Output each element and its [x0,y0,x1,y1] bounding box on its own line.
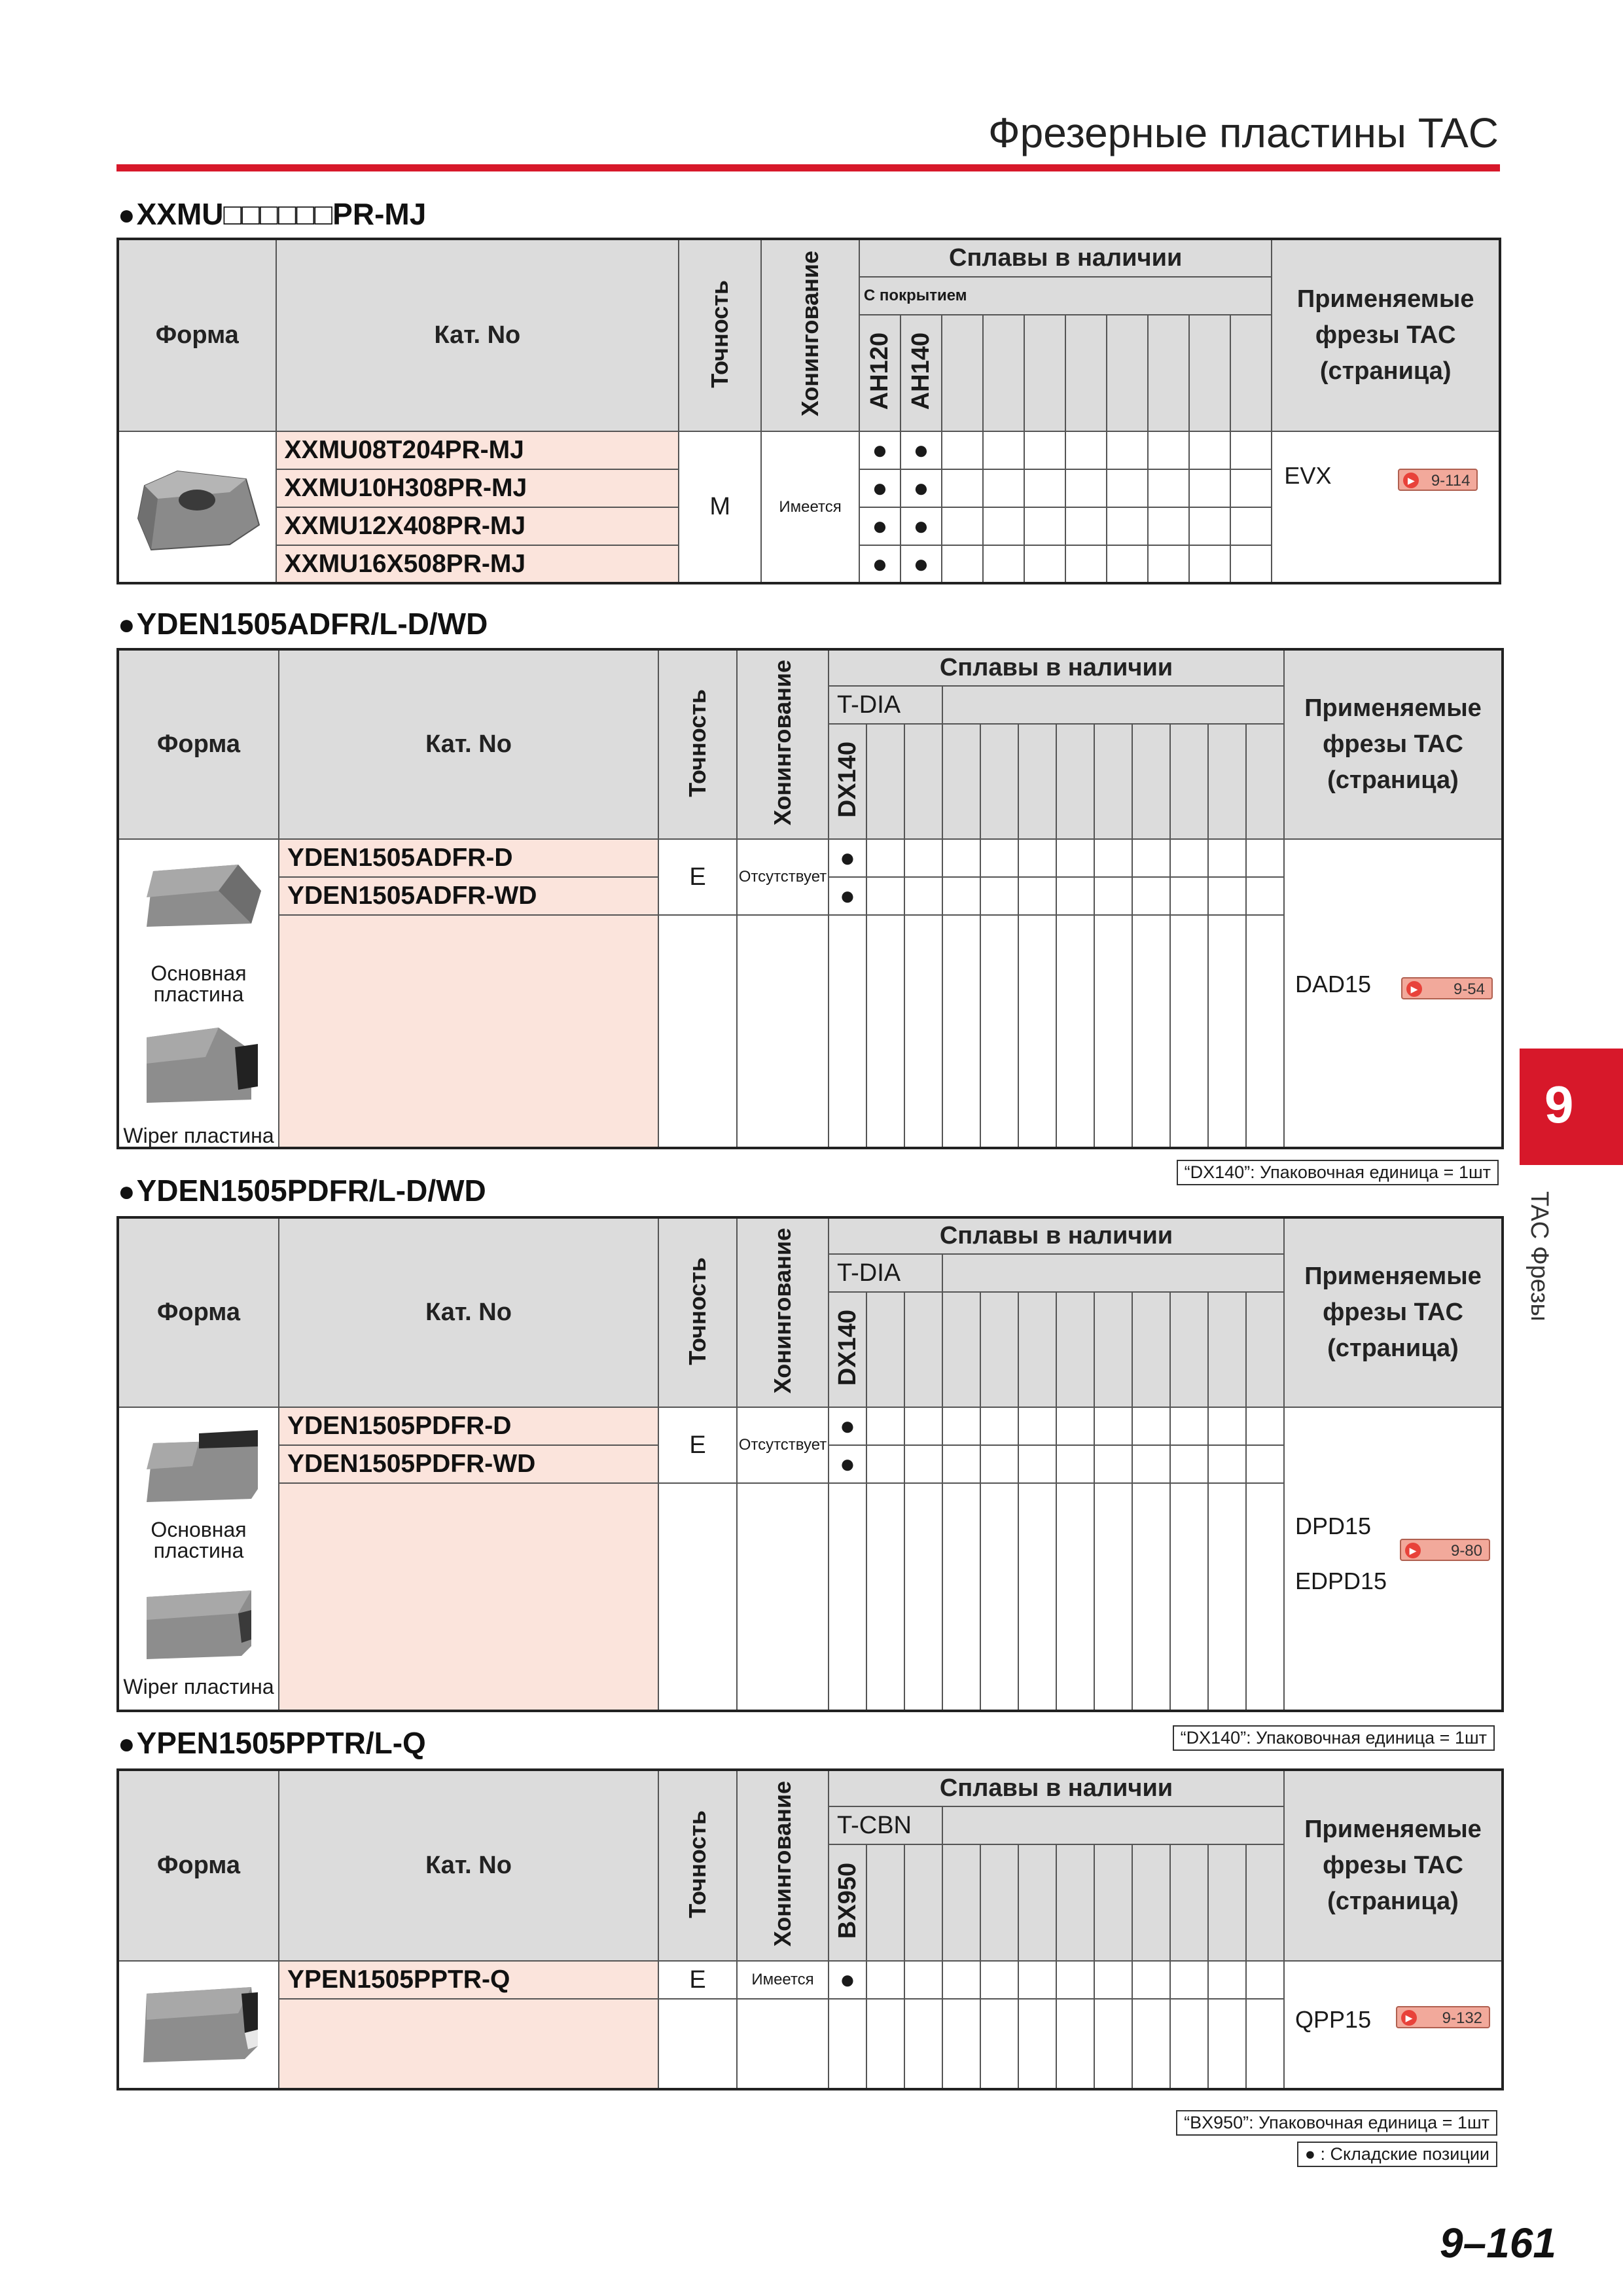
section-title: ●YDEN1505ADFR/L-D/WD [118,607,488,641]
section-title: ●XXMU□□□□□□PR-MJ [118,197,427,231]
cutter-name: DPD15 [1295,1513,1372,1539]
grade-group: T-CBN [829,1806,942,1844]
header-accuracy: Точность [658,649,737,839]
cat-no-cell: YDEN1505ADFR-D [279,839,658,877]
page-ref-link[interactable]: ▶ 9-80 [1400,1539,1490,1561]
cat-no-cell: YDEN1505ADFR-WD [279,877,658,915]
stock-dot: ● [829,1961,866,1999]
wiper-insert-image [120,1568,277,1679]
insert-table [116,1216,1504,1712]
header-accuracy: Точность [658,1770,737,1961]
page-number: 9–161 [1440,2219,1556,2267]
cat-no-cell: XXMU10H308PR-MJ [276,469,679,507]
accuracy-value: E [658,1961,737,1999]
packaging-note: “DX140”: Упаковочная единица = 1шт [1173,1725,1495,1751]
header-applicable: Применяемые фрезы TAC (страница) [1284,1770,1503,1961]
header-shape: Форма [118,239,276,431]
play-icon: ▶ [1405,1543,1421,1558]
main-insert-image [120,1417,277,1528]
honing-value: Отсутствует [737,839,829,915]
stock-dot: ● [859,507,901,545]
stock-dot: ● [859,431,901,469]
insert-table [116,238,1501,584]
header-cat-no: Кат. No [279,1770,658,1961]
applicable-cutters [1272,431,1500,583]
packaging-note: “DX140”: Упаковочная единица = 1шт [1177,1160,1499,1185]
header-accuracy: Точность [658,1217,737,1407]
accuracy-value: M [679,431,761,583]
cat-no-cell: YDEN1505PDFR-WD [279,1445,658,1483]
stock-dot: ● [829,877,866,915]
wiper-insert-image [120,1011,277,1122]
header-honing: Хонингование [761,239,859,431]
cutter-name: DAD15 [1295,971,1372,997]
insert-shape-image [118,1961,279,2089]
header-grades: Сплавы в наличии [859,239,1272,277]
packaging-note: “BX950”: Упаковочная единица = 1шт [1176,2110,1497,2136]
header-cat-no: Кат. No [279,649,658,839]
cat-no-cell: YDEN1505PDFR-D [279,1407,658,1445]
cutter-name: EDPD15 [1295,1568,1387,1594]
stock-dot: ● [859,469,901,507]
applicable-cutters [1284,1961,1503,2089]
cutter-name: QPP15 [1295,2006,1372,2033]
play-icon: ▶ [1403,473,1419,488]
cat-no-cell: XXMU12X408PR-MJ [276,507,679,545]
page-ref-link[interactable]: ▶ 9-114 [1398,469,1478,491]
accuracy-value: E [658,839,737,915]
header-grades: Сплавы в наличии [829,1217,1284,1254]
stock-dot: ● [829,839,866,877]
play-icon: ▶ [1401,2010,1417,2026]
header-shape: Форма [118,1770,279,1961]
header-applicable: Применяемые фрезы TAC (страница) [1284,1217,1503,1407]
applicable-cutters [1284,839,1503,1148]
stock-dot: ● [901,431,942,469]
grade-group: T-DIA [829,686,942,724]
grade-label: DX140 [829,724,866,839]
header-applicable: Применяемые фрезы TAC (страница) [1272,239,1500,431]
main-insert-image [120,845,277,969]
wiper-insert-label: Wiper пластина [123,1124,274,1147]
header-applicable: Применяемые фрезы TAC (страница) [1284,649,1503,839]
stock-symbol: ● [1304,2144,1315,2164]
honing-value: Отсутствует [737,1407,829,1483]
main-insert-label: Основная пластина [151,1518,247,1562]
section-title-text: YDEN1505ADFR/L-D/WD [136,607,488,641]
play-icon: ▶ [1406,981,1422,997]
accuracy-value: E [658,1407,737,1483]
grade-label: AH120 [859,315,901,431]
honing-value: Имеется [761,431,859,583]
section-title-text: YDEN1505PDFR/L-D/WD [136,1174,486,1208]
applicable-cutters [1284,1407,1503,1711]
grade-group: T-DIA [829,1254,942,1292]
header-honing: Хонингование [737,649,829,839]
insert-shape-image [118,431,276,583]
header-grades: Сплавы в наличии [829,1770,1284,1806]
header-grades: Сплавы в наличии [829,649,1284,686]
stock-dot: ● [901,545,942,583]
insert-table [116,648,1504,1149]
stock-dot: ● [901,469,942,507]
header-cat-no: Кат. No [276,239,679,431]
chapter-tab[interactable]: 9 [1520,1049,1623,1165]
page-ref-link[interactable]: ▶ 9-54 [1401,977,1493,999]
wiper-insert-label: Wiper пластина [123,1675,274,1698]
stock-dot: ● [901,507,942,545]
stock-dot: ● [829,1445,866,1483]
section-title: ●YDEN1505PDFR/L-D/WD [118,1174,486,1208]
legend-text: : Складские позиции [1320,2144,1489,2164]
insert-table [116,1768,1504,2090]
header-honing: Хонингование [737,1770,829,1961]
cutter-name: EVX [1284,462,1332,489]
section-title-text: YPEN1505PPTR/L-Q [136,1726,426,1760]
grade-label: AH140 [901,315,942,431]
honing-value: Имеется [737,1961,829,1999]
chapter-label: TAC Фрезы [1525,1191,1553,1321]
insert-shape-cell [118,1407,279,1711]
section-title: ●YPEN1505PPTR/L-Q [118,1726,426,1760]
title-rule [116,164,1500,171]
header-accuracy: Точность [679,239,761,431]
page-ref-link[interactable]: ▶ 9-132 [1396,2006,1490,2028]
header-honing: Хонингование [737,1217,829,1407]
page-title: Фрезерные пластины TAC [988,109,1499,156]
grade-label: BX950 [829,1844,866,1961]
header-shape: Форма [118,1217,279,1407]
legend [1297,2142,1497,2167]
stock-dot: ● [829,1407,866,1445]
header-cat-no: Кат. No [279,1217,658,1407]
grade-group: С покрытием [859,277,1272,315]
header-shape: Форма [118,649,279,839]
section-title-text: XXMU□□□□□□PR-MJ [136,197,427,231]
grade-label: DX140 [829,1292,866,1407]
cat-no-cell: XXMU16X508PR-MJ [276,545,679,583]
cat-no-cell: YPEN1505PPTR-Q [279,1961,658,1999]
stock-dot: ● [859,545,901,583]
cat-no-cell: XXMU08T204PR-MJ [276,431,679,469]
insert-shape-cell [118,839,279,1148]
main-insert-label: Основная пластина [151,961,247,1006]
